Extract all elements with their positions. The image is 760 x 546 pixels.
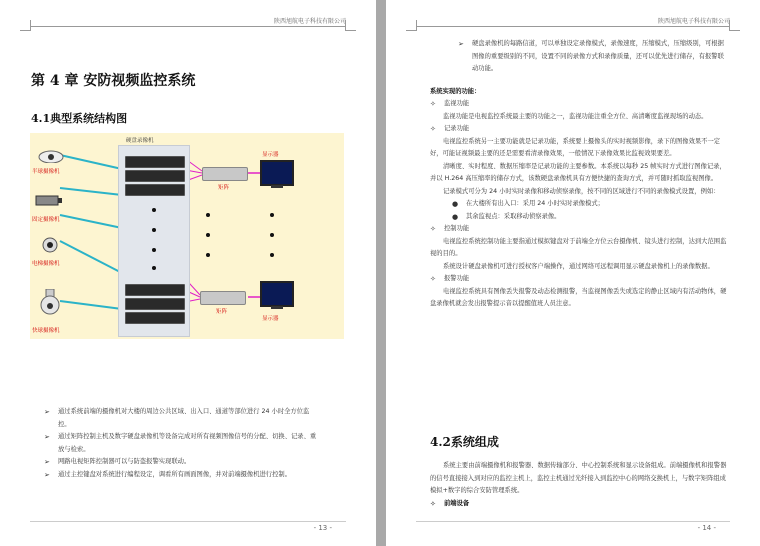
ellipsis-dot [206, 253, 210, 257]
ellipsis-dot [152, 266, 156, 270]
document-page-left [0, 0, 376, 546]
footer-rule [416, 521, 730, 522]
dome-camera-icon [36, 147, 66, 163]
composition-text: 系统主要由前端摄像机和报警器、数据传输部分、中心控制系统和显示设备组成。前端摄像机和报警器的信号直接接入到对应的监控主机上，监控主机通过光纤接入到监控中心的网络交换机上，与数字矩阵组成模拟+数字的综合安防管理系统。 ✧ 前端设备 [430, 460, 730, 510]
diamond-bullet-icon: ✧ [430, 499, 436, 508]
page-number: - 13 - [313, 524, 332, 532]
top-bullet: ➢ 硬盘录像机的每路信道，可以单独设定录像模式，录像速度，压缩模式，压缩级别，可根据图像的重要级别的不同，设置不同的录像方式和录像质量，还可以优先进行储存，有报警联动功能。 [458, 40, 724, 72]
switch-label: 矩阵 [216, 309, 228, 315]
ellipsis-dot [270, 233, 274, 237]
ellipsis-dot [270, 213, 274, 217]
page-header: 陕西旭航电子科技有限公司 [657, 18, 730, 25]
monitor-screen [260, 160, 294, 186]
list-item: ➢ 通过矩阵控制主机及数字硬盘录像机等设备完成对所有视频图像信号的分配、切换、记录、重放与检索。 [44, 433, 317, 453]
crop-mark [345, 20, 356, 31]
diamond-bullet-icon: ✧ [430, 100, 436, 108]
left-bullet-list [44, 406, 320, 481]
camera-label: 半球摄像机 [32, 169, 60, 175]
ellipsis-dot [152, 208, 156, 212]
switch-label: 矩阵 [218, 185, 230, 191]
arrow-bullet-icon: ➢ [44, 433, 50, 441]
arrow-bullet-icon: ➢ [458, 40, 464, 48]
arrow-bullet-icon: ➢ [44, 458, 50, 466]
switch-device [202, 167, 248, 181]
dvr-unit [125, 184, 185, 196]
arrow-bullet-icon: ➢ [44, 408, 50, 416]
dvr-rack [118, 145, 190, 337]
camera-label: 快球摄像机 [32, 328, 60, 334]
dot-bullet-icon: ● [452, 200, 459, 208]
monitor-screen [260, 281, 294, 307]
dvr-unit [125, 284, 185, 296]
list-item: ● 其余监视点：采取移动侦察录像。 [452, 211, 730, 224]
arrow-bullet-icon: ➢ [44, 470, 50, 479]
page-header: 陕西旭航电子科技有限公司 [273, 18, 346, 25]
feature-item: ✧ 报警功能 电视监控系统具有图像丢失报警及动态检测报警，当监视图像丢失或选定的静止区域内有活动物体，硬盘录像机就会发出报警提示音以提醒值班人员注意。 [430, 275, 727, 307]
feature-item: ✧ 控制功能 电视监控系统控制功能主要指通过模拟键盘对于前端全方位云台摄像机、镜头进行控制，达到大范围监视的目的。 系统设计硬盘录像机可进行授权客户端操作，通过网络可远程调用显示硬盘录像机上的录像数据。 [430, 225, 727, 270]
list-item: ➢ 通过系统前端的摄像机对大楼的周边公共区域、出入口、通道等部位进行 24 小时全方位监控。 [44, 408, 310, 428]
section-title: 4.1典型系统结构图 [31, 112, 128, 125]
ellipsis-dot [152, 228, 156, 232]
feature-item: ✧ 监视功能 监视功能是电视监控系统最主要的功能之一，监视功能注重全方位、高清晰度监视现场的动态。 [430, 100, 708, 120]
ellipsis-dot [206, 233, 210, 237]
footer-rule [30, 521, 346, 522]
elevator-camera-icon [38, 237, 62, 253]
feature-item: ✧ 记录功能 电视监控系统另一主要功能就是记录功能，系统要上摄像头的实时视频影像，录下的图像效果不一定好，可能证视频最主要的还是需要看清录像效果，一般情况下录像效果比监视效果要差。 清晰度、实时程度、数据压缩率是记录功能的主要参数。本系统以每秒 25 帧实时方式进行图像记录，并以 H.264 高压缩率的储存方式，该数硬盘录像机具有方便快捷的查询方式，并可随时抓取监视图像。 记录模式可分为 24 小时实时录像和移动侦察录像，按不同的区域进行不同的录像模式设置，例如： ● 在大楼所有出入口：采用 24 小时实时录像模式； ● 其余监视点：采取移动侦察录像。 [430, 123, 730, 223]
fixed-camera-icon [34, 193, 64, 209]
crop-mark [20, 20, 31, 31]
dvr-label: 硬盘录像机 [126, 138, 154, 144]
system-structure-diagram [30, 133, 344, 339]
dvr-unit [125, 298, 185, 310]
dvr-unit [125, 312, 185, 324]
monitor-label: 显示器 [262, 152, 279, 158]
camera-label: 固定摄像机 [32, 217, 60, 223]
list-item: ● 在大楼所有出入口：采用 24 小时实时录像模式； [452, 198, 730, 211]
list-item: ✧ 前端设备 [430, 498, 730, 511]
crop-mark [406, 20, 417, 31]
features-heading: 系统实现的功能： [430, 88, 481, 95]
crop-mark [729, 20, 740, 31]
section-title: 4.2系统组成 [430, 435, 499, 449]
header-rule [30, 26, 346, 27]
page-number: - 14 - [697, 524, 716, 532]
dvr-unit [125, 156, 185, 168]
speed-dome-camera-icon [36, 289, 64, 315]
dot-bullet-icon: ● [452, 212, 459, 221]
features-list [430, 98, 730, 311]
list-item: ➢ 网路电视矩阵控制器可以与防盗报警实现联动。 [44, 456, 320, 469]
ellipsis-dot [152, 248, 156, 252]
monitor-label: 显示器 [262, 316, 279, 322]
diamond-bullet-icon: ✧ [430, 125, 436, 133]
ellipsis-dot [270, 253, 274, 257]
monitor-stand [271, 185, 283, 188]
switch-device [200, 291, 246, 305]
ellipsis-dot [206, 213, 210, 217]
chapter-title: 第 4 章 安防视频监控系统 [31, 73, 196, 89]
diamond-bullet-icon: ✧ [430, 275, 436, 283]
document-page-right [386, 0, 760, 546]
camera-label: 电梯摄像机 [32, 261, 60, 267]
header-rule [416, 26, 730, 27]
list-item: ➢ 通过主控键盘对系统进行编程设定，调看所有画面图像，并对前端摄像机进行控制。 [44, 469, 320, 482]
dvr-unit [125, 170, 185, 182]
diamond-bullet-icon: ✧ [430, 225, 436, 233]
monitor-stand [271, 306, 283, 309]
